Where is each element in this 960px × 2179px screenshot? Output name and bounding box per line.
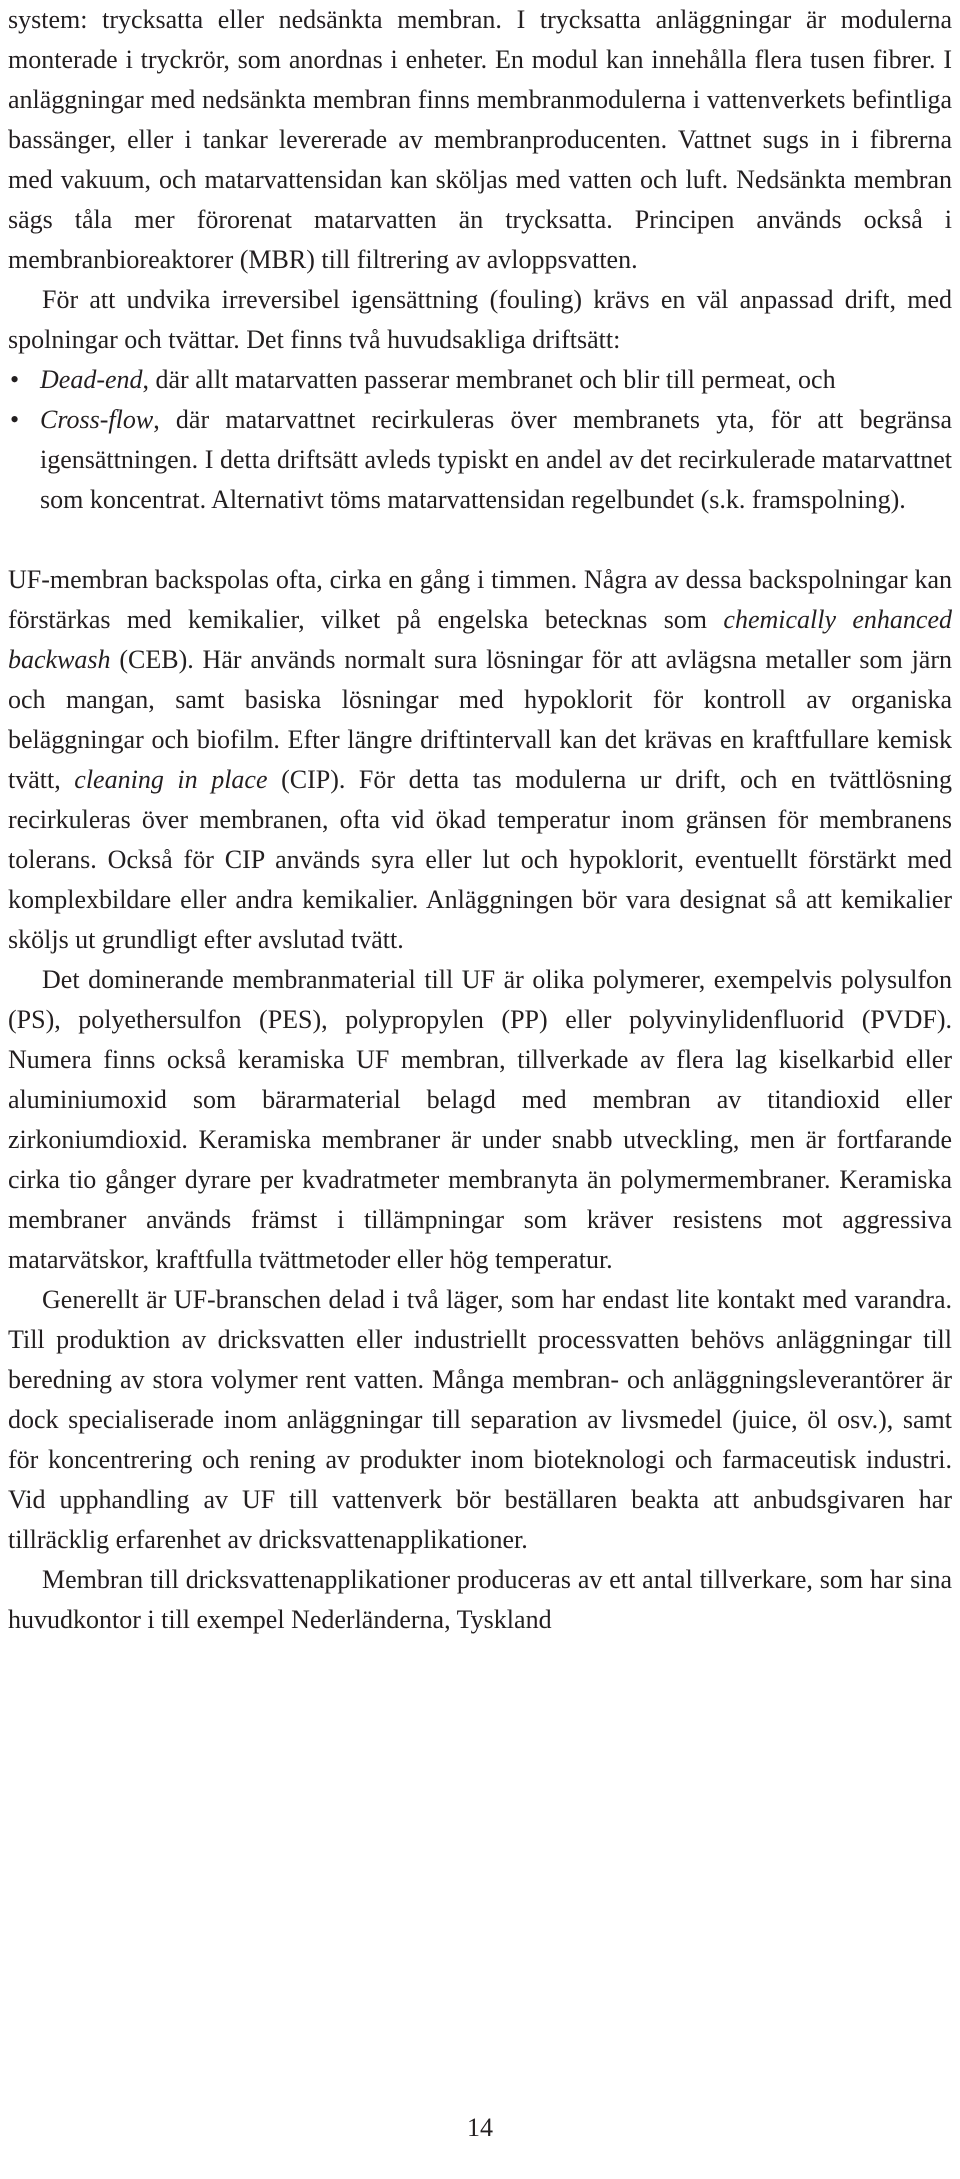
- term-dead-end: Dead-end: [40, 365, 143, 394]
- paragraph-1: [8, 0, 952, 280]
- paragraph-5-text: Generellt är UF-branschen delad i två läger, som har endast lite kontakt med varandra. Till produktion av dricksvatten eller industriellt processvatten behövs anläggningar till beredning av stora volymer rent vatten. Många membran- och anläggningsleverantörer är dock specialiserade inom anläggningar till separation av livsmedel (juice, öl osv.), samt för koncentrering och rening av produkter inom bioteknologi och farmaceutisk industri. Vid upphandling av UF till vattenverk bör beställaren beakta att anbudsgivaren har tillräcklig erfarenhet av dricksvattenapplikationer.: [8, 1285, 952, 1554]
- paragraph-1-text: system: trycksatta eller nedsänkta membran. I trycksatta anläggningar är modulerna monterade i tryckrör, som anordnas i enheter. En modul kan innehålla flera tusen fibrer. I anläggningar med nedsänkta membran finns membranmodulerna i vattenverkets befintliga bassänger, eller i tankar levererade av membranproducenten. Vattnet sugs in i fibrerna med vakuum, och matarvattensidan kan sköljas med vatten och luft. Nedsänkta membran sägs tåla mer förorenat matarvatten än trycksatta. Principen används också i membranbioreaktorer (MBR) till filtrering av avloppsvatten.: [8, 5, 952, 274]
- list-item-text: , där allt matarvatten passerar membranet och blir till permeat, och: [142, 365, 836, 394]
- paragraph-5: [8, 1280, 952, 1560]
- term-cip: cleaning in place: [74, 765, 268, 794]
- paragraph-2-text: För att undvika irreversibel igensättning (fouling) krävs en väl anpassad drift, med spolningar och tvättar. Det finns två huvudsakliga driftsätt:: [8, 285, 952, 354]
- list-item-text: , där matarvattnet recirkuleras över membranets yta, för att begränsa igensättningen. I detta driftsätt avleds typiskt en andel av det recirkulerade matarvattnet som koncentrat. Alternativt töms matarvattensidan regelbundet (s.k. framspolning).: [40, 405, 952, 514]
- paragraph-3-text: (CEB). Här används normalt sura lösningar för att avlägsna metaller som järn och mangan, samt basiska lösningar med hypoklorit för kontroll av organiska beläggningar och biofilm. Efter längre driftintervall kan det krävas en kraftfullare kemisk tvätt,: [8, 645, 952, 794]
- bullet-marker: •: [10, 365, 20, 394]
- page-number: 14: [467, 2113, 493, 2142]
- term-ceb: chemically enhanced backwash: [8, 605, 953, 674]
- paragraph-3: [8, 560, 952, 960]
- paragraph-6: [8, 1560, 952, 1640]
- paragraph-2: [8, 280, 952, 360]
- paragraph-3-text: (CIP). För detta tas modulerna ur drift, och en tvättlösning recirkuleras över membranen, ofta vid ökad temperatur inom gränsen för membranens tolerans. Också för CIP används syra eller lut och hypoklorit, eventuellt förstärkt med komplexbildare eller andra kemikalier. Anläggningen bör vara designat så att kemikalier sköljs ut grundligt efter avslutad tvätt.: [8, 765, 952, 954]
- paragraph-4-text: Det dominerande membranmaterial till UF är olika polymerer, exempelvis polysulfon (PS), polyethersulfon (PES), polypropylen (PP) eller polyvinylidenfluorid (PVDF). Numera finns också keramiska UF membran, tillverkade av flera lag kiselkarbid eller aluminiumoxid som bärarmaterial belagd med membran av titandioxid eller zirkoniumdioxid. Keramiska membraner är under snabb utveckling, men är fortfarande cirka tio gånger dyrare per kvadratmeter membranyta än polymermembraner. Keramiska membraner används främst i tillämpningar som kräver resistens mot aggressiva matarvätskor, kraftfulla tvättmetoder eller hög temperatur.: [8, 965, 952, 1274]
- operating-modes-list: [8, 360, 952, 520]
- paragraph-3-text: UF-membran backspolas ofta, cirka en gång i timmen. Några av dessa backspolningar kan förstärkas med kemikalier, vilket på engelska betecknas som: [8, 565, 952, 634]
- paragraph-6-text: Membran till dricksvattenapplikationer produceras av ett antal tillverkare, som har sina huvudkontor i till exempel Nederländerna, Tyskland: [8, 1565, 952, 1634]
- bullet-marker: •: [10, 405, 20, 434]
- list-item-cross-flow: [8, 400, 952, 520]
- paragraph-4: [8, 960, 952, 1280]
- term-cross-flow: Cross-flow: [40, 405, 154, 434]
- list-item-dead-end: [8, 360, 952, 400]
